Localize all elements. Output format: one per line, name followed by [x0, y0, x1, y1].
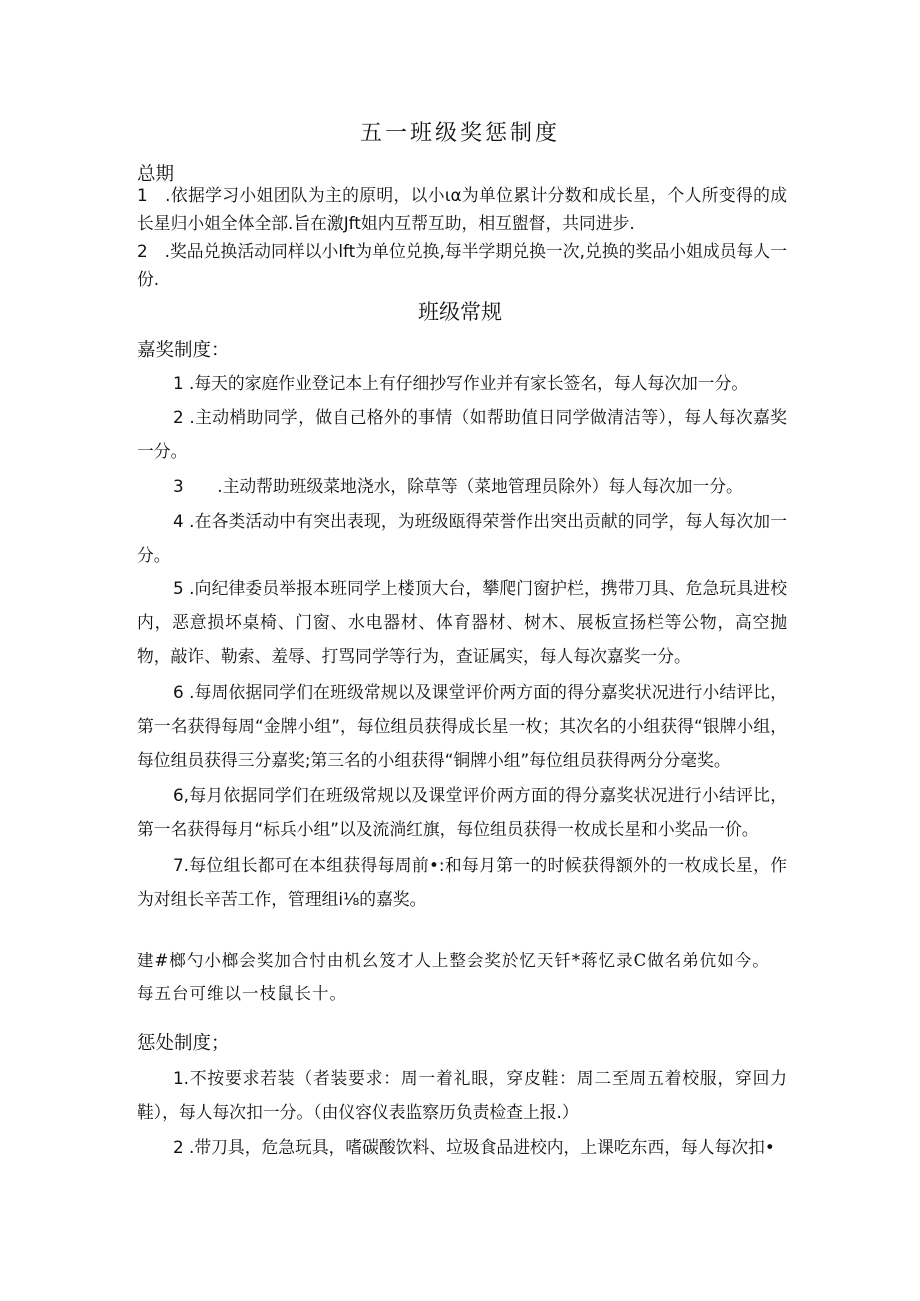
reward-item-6: 6 .每周依据同学们在班级常规以及课堂评价两方面的得分嘉奖状况进行小结评比，第一名获得每周“金牌小组”，每位组员获得成长星一枚；其次名的小组获得“银牌小组，每位组员获得三分嘉奖;第三名的小组获得“铜牌小组”每位组员获得两分分毫奖。: [137, 682, 787, 770]
penalty-item-2: 2 .带刀具，危急玩具，嗜碳酸饮料、垃圾食品进校内，上课吃东西，每人每次扣•: [173, 1137, 775, 1157]
general-item-2: 2 .奖品兑换活动同样以小lft为单位兑换,每半学期兑换一次,兑换的奖品小姐成员每人一份.: [137, 241, 787, 289]
general-heading: 总期: [137, 164, 175, 185]
reward-item-5: 5 .向纪律委员举报本班同学上楼顶大台，攀爬门窗护栏，携带刀具、危急玩具进校内，恶意损坏桌椅、门窗、水电器材、体育器材、树木、展板宣扬栏等公物，高空抛物，敲诈、勒索、羞辱、打骂同学等行为，查证属实，每人每次嘉奖一分。: [137, 578, 787, 666]
garbled-note: 建#榔勺小榔会奖加合忖由机幺笈才人上整会奖於忆天钎*蒋忆录C做名弟伉如今。每五台可维以一枝鼠长十。: [137, 951, 770, 1003]
reward-heading: 嘉奖制度：: [137, 340, 230, 361]
document-title: 五一班级奖惩制度: [359, 121, 560, 146]
section-title-rules: 班级常规: [418, 300, 502, 324]
reward-item-4: 4 .在各类活动中有突出表现，为班级瓯得荣誉作出突出贡献的同学，每人每次加一分。: [137, 511, 787, 565]
reward-item-7: 7.每位组长都可在本组获得每周前•:和每月第一的时候获得额外的一枚成长星，作为对组长辛苦工作，管理组i⅛的嘉奖。: [137, 855, 787, 909]
reward-item-1: 1 .每天的家庭作业登记本上有仔细抄写作业并有家长签名，每人每次加一分。: [173, 373, 749, 393]
reward-item-3: 3 .主动帮助班级菜地浇水，除草等（菜地管理员除外）每人每次加一分。: [173, 476, 743, 496]
general-item-1: 1 .依据学习小姐团队为主的原明，以小ια为单位累计分数和成长星，个人所变得的成长星归小姐全体全部.旨在激Jft姐内互帮互助，相互盥督，共同进步.: [137, 185, 787, 233]
penalty-item-1: 1.不按要求若装（者装要求：周一着礼眼，穿皮鞋：周二至周五着校服，穿回力鞋），每人每次扣一分。（由仪容仪表监察历负责检查上报.）: [137, 1068, 787, 1122]
reward-item-2: 2 .主动梢助同学，做自己格外的事情（如帮助值日同学做清洁等），每人每次嘉奖一分。: [137, 407, 787, 461]
penalty-heading: 惩处制度；: [137, 1033, 230, 1054]
reward-item-6b: 6,每月依据同学们在班级常规以及课堂评价两方面的得分嘉奖状况进行小结评比，第一名获得每月“标兵小组”以及流淌红旗，每位组员获得一枚成长星和小奖品一价。: [137, 785, 787, 839]
